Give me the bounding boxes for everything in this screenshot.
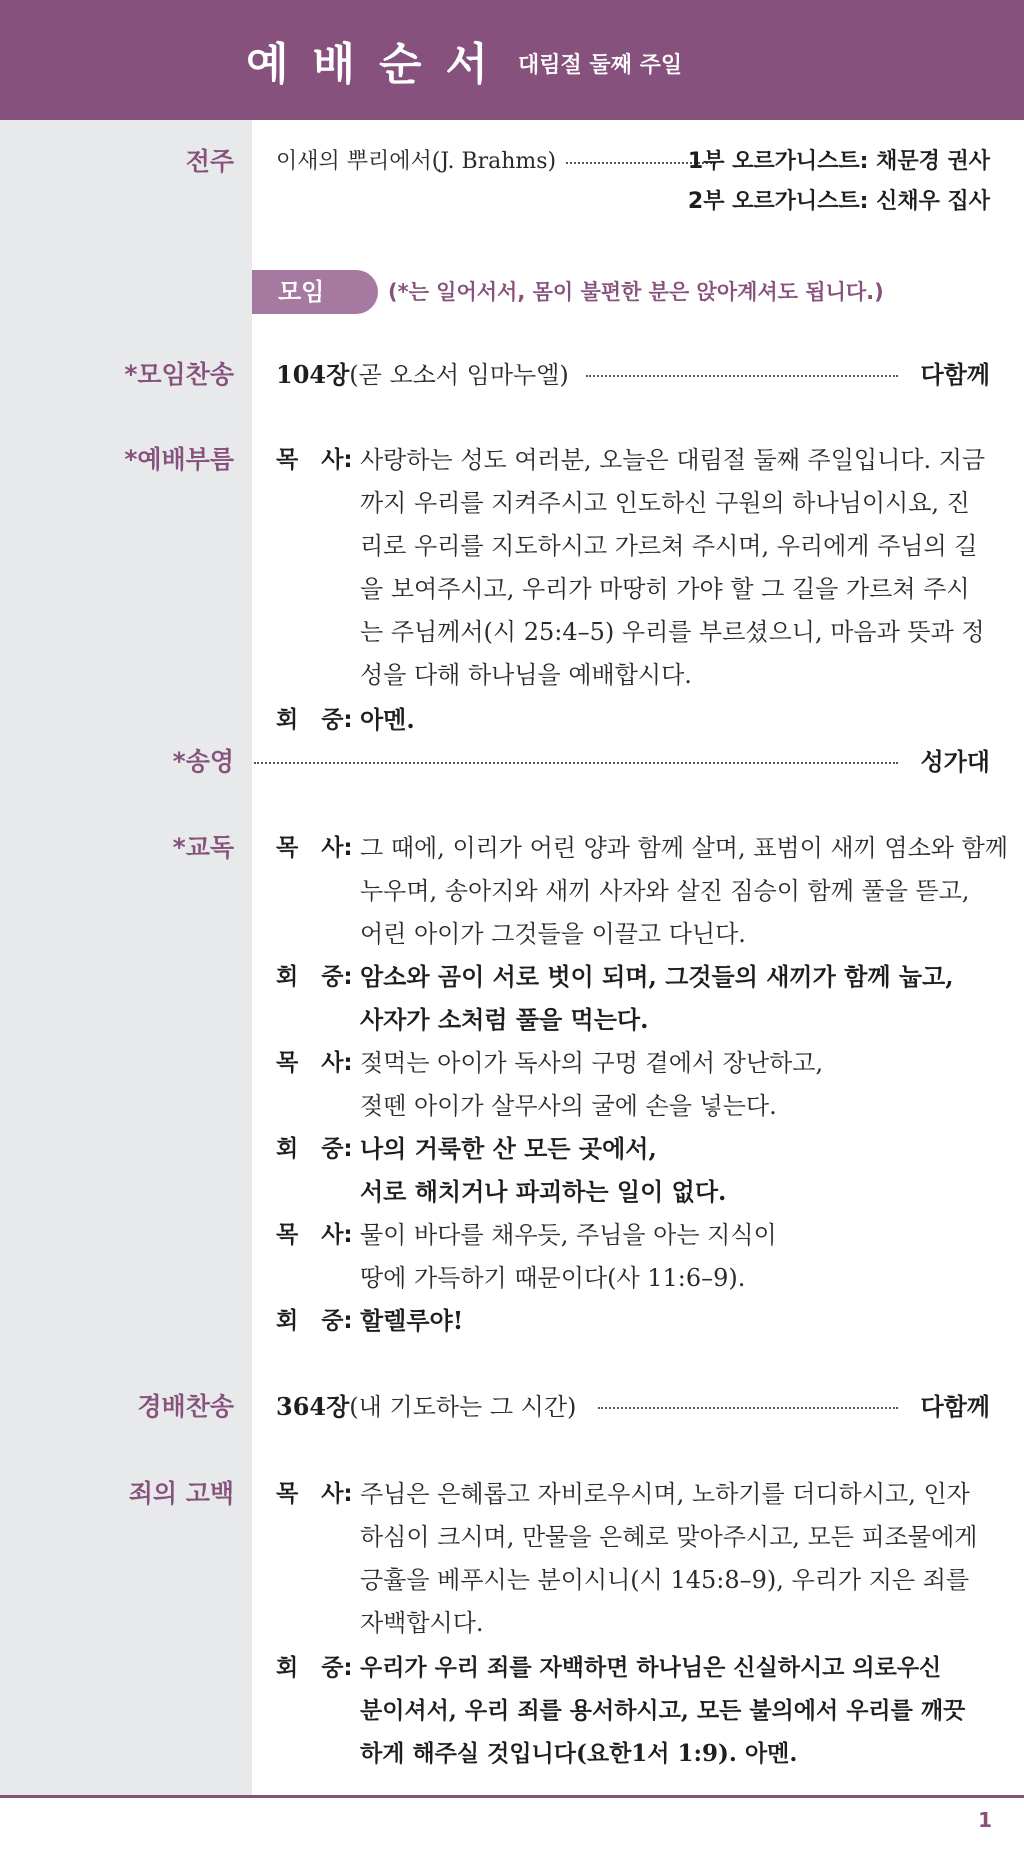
opening-hymn-label: *모임찬송 bbox=[124, 360, 234, 389]
reading-line: 사자가 소처럼 풀을 먹는다. bbox=[360, 1005, 649, 1034]
footer-rule bbox=[0, 1795, 1024, 1798]
responsive-reading-label: *교독 bbox=[172, 833, 234, 862]
reading-line: 할렐루야! bbox=[360, 1306, 464, 1335]
confession-congregation-role: 회 중: bbox=[276, 1655, 353, 1681]
hymn-of-praise-label: 경배찬송 bbox=[137, 1392, 234, 1421]
hymn-of-praise-performer: 다함께 bbox=[920, 1393, 990, 1421]
hymn-of-praise-entry bbox=[276, 1387, 576, 1427]
confession-pastor-line: 주님은 은혜롭고 자비로우시며, 노하기를 더디하시고, 인자 bbox=[360, 1480, 970, 1508]
call-congregation-role: 회 중: bbox=[276, 707, 353, 733]
reading-line: 서로 해치거나 파괴하는 일이 없다. bbox=[360, 1177, 727, 1206]
page-title: 예배순서 bbox=[246, 39, 513, 90]
call-pastor-line: 까지 우리를 지켜주시고 인도하신 구원의 하나님이시요, 진 bbox=[360, 489, 970, 517]
doxology-leader bbox=[254, 762, 898, 764]
doxology-label: *송영 bbox=[172, 747, 234, 776]
reading-line: 그 때에, 이리가 어린 양과 함께 살며, 표범이 새끼 염소와 함께 bbox=[360, 834, 1008, 862]
prelude-organist-2: 2부 오르가니스트: 신채우 집사 bbox=[687, 189, 990, 214]
reading-role: 목 사: bbox=[276, 1222, 353, 1248]
gathering-section-label: 모임 bbox=[252, 270, 378, 314]
call-congregation-line: 아멘. bbox=[360, 705, 415, 734]
confession-pastor-line: 하심이 크시며, 만물을 은혜로 맞아주시고, 모든 피조물에게 bbox=[360, 1523, 978, 1551]
opening-hymn-performer: 다함께 bbox=[920, 361, 990, 389]
hymn-of-praise-leader bbox=[598, 1407, 898, 1409]
reading-line: 누우며, 송아지와 새끼 사자와 살진 짐승이 함께 풀을 뜯고, bbox=[360, 877, 970, 905]
header-banner bbox=[0, 0, 1024, 120]
confession-congregation-line: 분이셔서, 우리 죄를 용서하시고, 모든 불의에서 우리를 깨끗 bbox=[360, 1697, 966, 1724]
opening-hymn-entry bbox=[276, 355, 569, 395]
doxology-performer: 성가대 bbox=[920, 748, 990, 776]
call-pastor-role: 목 사: bbox=[276, 447, 353, 473]
reading-line: 어린 아이가 그것들을 이끌고 다닌다. bbox=[360, 920, 746, 948]
reading-line: 젖뗀 아이가 살무사의 굴에 손을 넣는다. bbox=[360, 1092, 777, 1120]
hymn-of-praise-title: (내 기도하는 그 시간) bbox=[349, 1393, 577, 1421]
confession-pastor-line: 자백합시다. bbox=[360, 1609, 484, 1637]
call-pastor-line: 성을 다해 하나님을 예배합시다. bbox=[360, 661, 692, 689]
reading-role: 회 중: bbox=[276, 1136, 353, 1162]
reading-line: 땅에 가득하기 때문이다(사 11:6–9). bbox=[360, 1264, 746, 1292]
opening-hymn-title: (곧 오소서 임마누엘) bbox=[349, 361, 569, 389]
prelude-organist-1: 1부 오르가니스트: 채문경 권사 bbox=[687, 149, 990, 174]
page-subtitle: 대림절 둘째 주일 bbox=[518, 53, 683, 78]
call-pastor-line: 사랑하는 성도 여러분, 오늘은 대림절 둘째 주일입니다. 지금 bbox=[360, 446, 986, 474]
call-to-worship-label: *예배부름 bbox=[124, 445, 234, 474]
confession-congregation-line: 우리가 우리 죄를 자백하면 하나님은 신실하시고 의로우신 bbox=[360, 1654, 942, 1681]
reading-role: 회 중: bbox=[276, 1308, 353, 1334]
confession-congregation-line: 하게 해주실 것입니다(요한1서 1:9). 아멘. bbox=[360, 1740, 798, 1767]
call-pastor-line: 리로 우리를 지도하시고 가르쳐 주시며, 우리에게 주님의 길 bbox=[360, 532, 978, 560]
confession-label: 죄의 고백 bbox=[128, 1479, 234, 1508]
opening-hymn-number: 104장 bbox=[276, 360, 350, 389]
reading-role: 회 중: bbox=[276, 964, 353, 990]
prelude-label: 전주 bbox=[185, 147, 234, 176]
reading-line: 물이 바다를 채우듯, 주님을 아는 지식이 bbox=[360, 1221, 777, 1249]
reading-line: 암소와 곰이 서로 벗이 되며, 그것들의 새끼가 함께 눕고, bbox=[360, 962, 954, 991]
confession-pastor-line: 긍휼을 베푸시는 분이시니(시 145:8–9), 우리가 지은 죄를 bbox=[360, 1566, 970, 1594]
opening-hymn-leader bbox=[586, 375, 898, 377]
page-number: 1 bbox=[978, 1808, 992, 1832]
reading-role: 목 사: bbox=[276, 835, 353, 861]
reading-role: 목 사: bbox=[276, 1050, 353, 1076]
reading-line: 나의 거룩한 산 모든 곳에서, bbox=[360, 1134, 657, 1163]
call-pastor-line: 는 주님께서(시 25:4–5) 우리를 부르셨으니, 마음과 뜻과 정 bbox=[360, 618, 985, 646]
gathering-note: (*는 일어서서, 몸이 불편한 분은 앉아계셔도 됩니다.) bbox=[388, 280, 884, 304]
reading-line: 젖먹는 아이가 독사의 구멍 곁에서 장난하고, bbox=[360, 1049, 824, 1077]
confession-pastor-role: 목 사: bbox=[276, 1481, 353, 1507]
hymn-of-praise-number: 364장 bbox=[276, 1392, 350, 1421]
call-pastor-line: 을 보여주시고, 우리가 마땅히 가야 할 그 길을 가르쳐 주시 bbox=[360, 575, 970, 603]
prelude-piece: 이새의 뿌리에서(J. Brahms) bbox=[276, 149, 557, 174]
